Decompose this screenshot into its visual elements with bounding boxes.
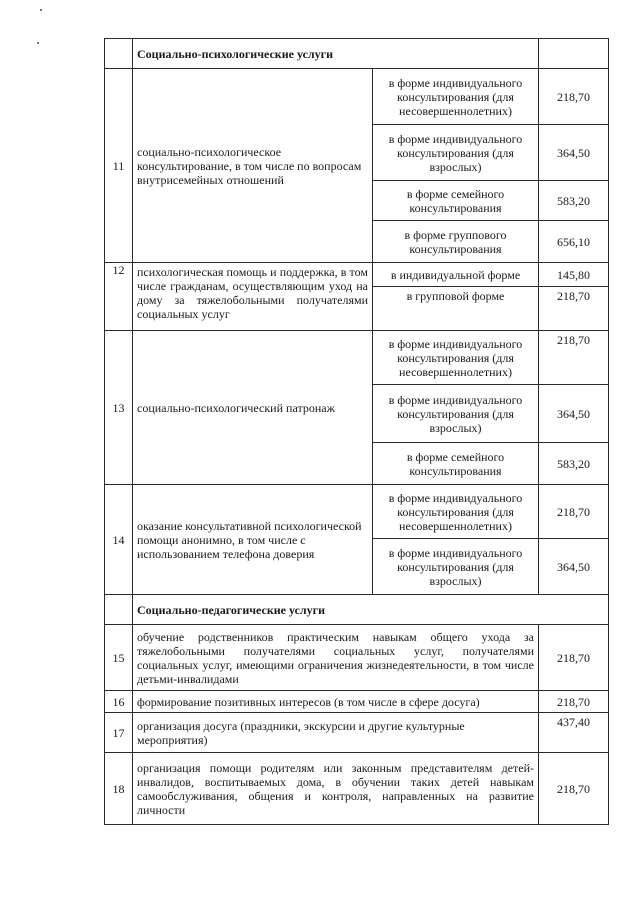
section-title-ped: Социально-педагогические услуги (133, 595, 609, 625)
service-form: в форме индивидуального консультирования (для взрослых) (373, 125, 539, 181)
service-form: в форме индивидуального консультирования (для несовершеннолетних) (373, 69, 539, 125)
row-number: 16 (105, 691, 133, 713)
table-row (105, 485, 609, 539)
price-cell: 218,70 (539, 691, 609, 713)
price-cell: 218,70 (539, 753, 609, 825)
price-cell: 145,80 (539, 263, 609, 287)
row-number: 12 (105, 263, 133, 331)
service-form: в форме индивидуального консультирования (для несовершеннолетних) (373, 331, 539, 385)
service-name: организация помощи родителям или законным представителям детей-инвалидов, воспитываемых дома, в обучении таких детей навыкам самообслуживания, общения и контроля, направленных на развитие личности (133, 753, 539, 825)
price-cell: 364,50 (539, 539, 609, 595)
price-cell: 364,50 (539, 125, 609, 181)
price-cell: 364,50 (539, 385, 609, 443)
table-row (105, 263, 609, 287)
service-name: обучение родственников практическим навыкам общего ухода за тяжелобольными получателями социальных услуг, получателями социальных услуг, имеющими ограничения жизнедеятельности, в том числе детьми-инвалидами (133, 625, 539, 691)
tariff-table (104, 38, 609, 825)
price-cell: 218,70 (539, 69, 609, 125)
price-cell: 656,10 (539, 221, 609, 263)
service-name: оказание консультативной психологической помощи анонимно, в том числе с использованием телефона доверия (133, 485, 373, 595)
row-number: 18 (105, 753, 133, 825)
table-row (105, 691, 609, 713)
row-number: 14 (105, 485, 133, 595)
table-row (105, 625, 609, 691)
scan-speck (37, 42, 39, 44)
service-name: социально-психологическое консультирование, в том числе по вопросам внутрисемейных отношений (133, 69, 373, 263)
service-form: в форме семейного консультирования (373, 443, 539, 485)
table-row (105, 753, 609, 825)
table-row (105, 713, 609, 753)
scan-speck (40, 9, 42, 11)
service-form: в форме семейного консультирования (373, 181, 539, 221)
service-form: в форме группового консультирования (373, 221, 539, 263)
service-name: формирование позитивных интересов (в том числе в сфере досуга) (133, 691, 539, 713)
row-number: 11 (105, 69, 133, 263)
row-number: 17 (105, 713, 133, 753)
service-name: социально-психологический патронаж (133, 331, 373, 485)
service-form: в индивидуальной форме (373, 263, 539, 287)
price-cell: 437,40 (539, 713, 609, 753)
section-row (105, 595, 609, 625)
service-name: организация досуга (праздники, экскурсии и другие культурные мероприятия) (133, 713, 539, 753)
service-form: в форме индивидуального консультирования (для взрослых) (373, 385, 539, 443)
service-form: в групповой форме (373, 287, 539, 331)
price-cell: 218,70 (539, 287, 609, 331)
section-row (105, 39, 609, 69)
service-form: в форме индивидуального консультирования (для взрослых) (373, 539, 539, 595)
table-row (105, 331, 609, 385)
row-number: 15 (105, 625, 133, 691)
price-cell: 583,20 (539, 181, 609, 221)
price-cell: 218,70 (539, 485, 609, 539)
price-cell: 218,70 (539, 625, 609, 691)
table-row (105, 69, 609, 125)
section-title-psych: Социально-психологические услуги (133, 39, 539, 69)
service-name: психологическая помощь и поддержка, в том числе гражданам, осуществляющим уход на дому за тяжелобольными получателями социальных услуг (133, 263, 373, 331)
row-number: 13 (105, 331, 133, 485)
price-cell: 218,70 (539, 331, 609, 385)
price-cell: 583,20 (539, 443, 609, 485)
service-form: в форме индивидуального консультирования (для несовершеннолетних) (373, 485, 539, 539)
